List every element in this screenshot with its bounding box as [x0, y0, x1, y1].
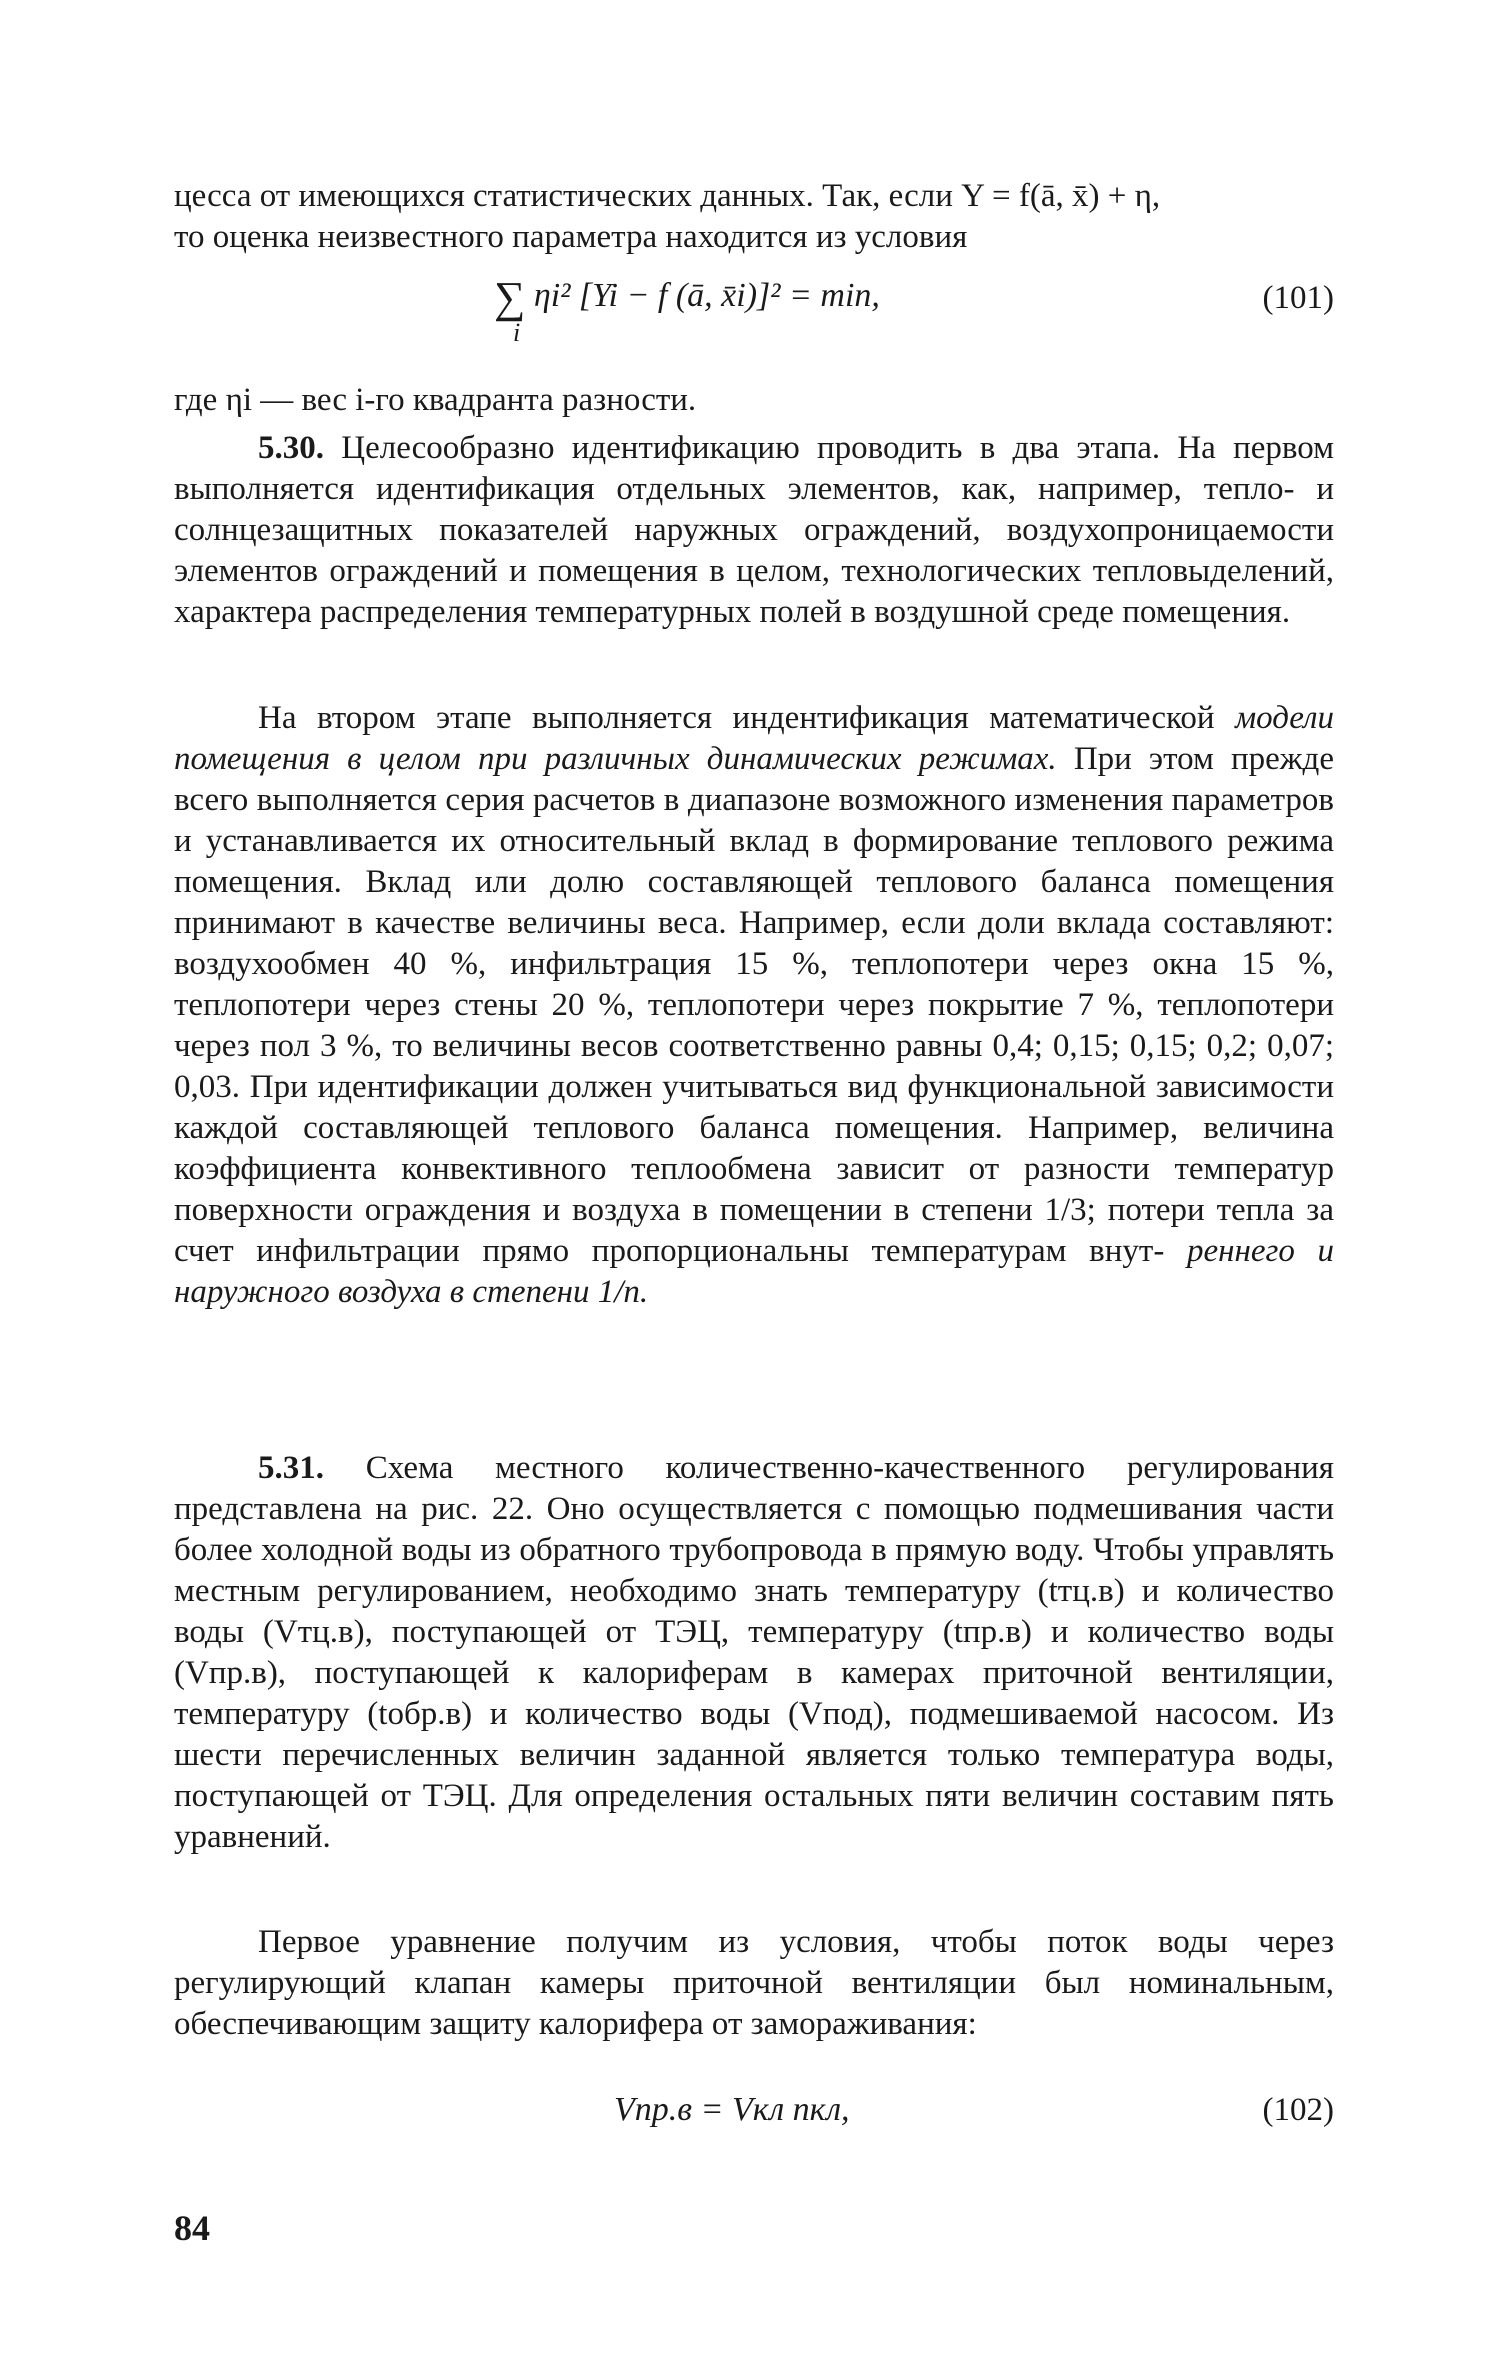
- equation-number-101: (101): [1262, 280, 1334, 316]
- stage-2-italic: модели помещения в целом при различных динамических режимах.: [174, 700, 1334, 777]
- where-line: [174, 380, 1334, 421]
- intro-line-2: то оценка неизвестного параметра находится из условия: [174, 219, 968, 255]
- intro-line-1: цесса от имеющихся статистических данных. Так, если Y = f(ā, x̄) + η,: [174, 178, 1161, 214]
- stage-2-body: При этом прежде всего выполняется серия расчетов в диапазоне возможного изменения параметров и устанавливается их относительный вклад в формирование теплового режима помещения. Вклад или долю составляющей теплового баланса помещения принимают в качестве величины веса. Например, если доли вклада составляют: воздухообмен 40 %, инфильтрация 15 %, теплопотери через окна 15 %, теплопотери через стены 20 %, теплопотери через покрытие 7 %, теплопотери через пол 3 %, то величины весов соответственно равны 0,4; 0,15; 0,15; 0,2; 0,07; 0,03. При идентификации должен учитываться вид функциональной зависимости каждой составляющей теплового баланса помещения. Например, величина коэффициента конвективного теплообмена зависит от разности температур поверхности ограждения и воздуха в помещении в степени 1/3; потери тепла за счет инфильтрации прямо пропорциональны температурам внут-: [174, 741, 1334, 1269]
- formula-101: [174, 270, 1334, 350]
- formula-102-expression: Vпр.в = Vкл nкл,: [614, 2091, 850, 2128]
- formula-101-body: ηi² [Yi − f (ā, x̄i)]² = min,: [533, 277, 880, 314]
- paragraph-first-equation-text: Первое уравнение получим из условия, чтобы поток воды через регулирующий клапан камеры приточной вентиляции был номинальным, обеспечивающим защиту калорифера от замораживания:: [174, 1924, 1334, 2042]
- paragraph-5-31: [174, 1448, 1334, 1858]
- paragraph-5-30: [174, 428, 1334, 633]
- sum-index: i: [513, 318, 521, 347]
- paragraph-5-30-text: [174, 428, 1334, 633]
- paragraph-5-31-text: [174, 1448, 1334, 1858]
- paragraph-stage-2: [174, 698, 1334, 1313]
- section-number-5-31: 5.31.: [258, 1450, 324, 1486]
- stage-2-italic-end: реннего и наружного воздуха в степени 1/n.: [174, 1233, 1334, 1310]
- section-number-5-30: 5.30.: [258, 430, 324, 466]
- stage-2-lead: На втором этапе выполняется индентификация математической: [258, 700, 1215, 736]
- equation-number-102: (102): [1262, 2092, 1334, 2128]
- where-text: где ηi — вес i-го квадранта разности.: [174, 382, 697, 418]
- paragraph-stage-2-text: [174, 698, 1334, 1313]
- formula-102: [174, 2086, 1334, 2136]
- paragraph-5-30-body: Целесообразно идентификацию проводить в два этапа. На первом выполняется идентификация отдельных элементов, как, например, тепло- и солнцезащитных показателей наружных ограждений, воздухопроницаемости элементов ограждений и помещения в целом, технологических тепловыделений, характера распределения температурных полей в воздушной среде помещения.: [174, 430, 1334, 630]
- page-number: 84: [174, 2208, 210, 2248]
- sum-symbol: ∑: [494, 273, 526, 322]
- paragraph-5-31-body: Схема местного количественно-качественного регулирования представлена на рис. 22. Оно осуществляется с помощью подмешивания части более холодной воды из обратного трубопровода в прямую воду. Чтобы управлять местным регулированием, необходимо знать температуру (tтц.в) и количество воды (Vтц.в), поступающей от ТЭЦ, температуру (tпр.в) и количество воды (Vпр.в), поступающей к калориферам в камерах приточной вентиляции, температуру (tобр.в) и количество воды (Vпод), подмешиваемой насосом. Из шести перечисленных величин заданной является только температура воды, поступающей от ТЭЦ. Для определения остальных пяти величин составим пять уравнений.: [174, 1450, 1334, 1855]
- formula-101-expression: [494, 273, 880, 322]
- paragraph-first-equation: [174, 1922, 1334, 2045]
- intro-paragraph: [174, 176, 1334, 258]
